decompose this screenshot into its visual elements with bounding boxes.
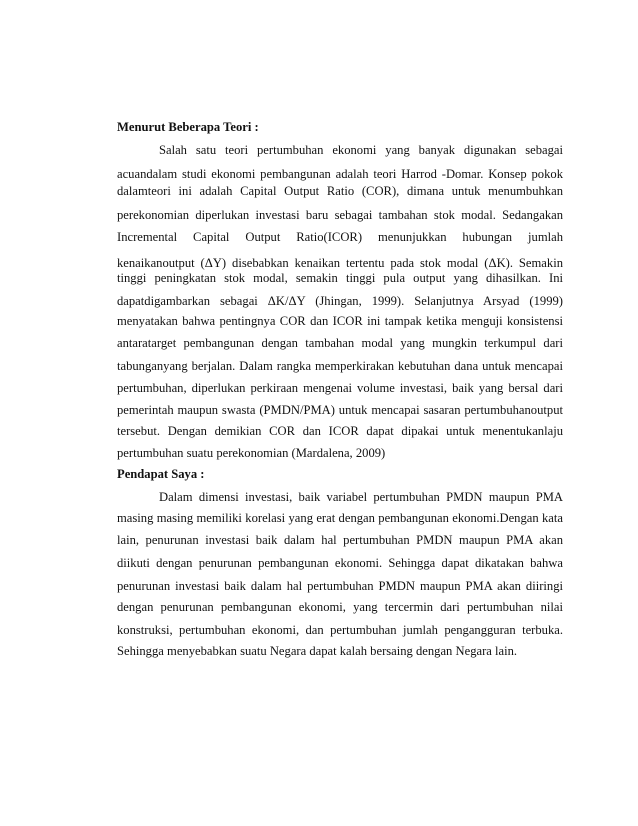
paragraph-line: pertumbuhan, diperlukan perkiraan mengenai volume investasi, baik yang bersal dari [117, 381, 563, 395]
paragraph-line: dalamteori ini adalah Capital Output Ratio (COR), dimana untuk menumbuhkan [117, 184, 563, 198]
paragraph-line: perekonomian diperlukan investasi baru sebagai tambahan stok modal. Sedangakan [117, 208, 563, 222]
section-heading-opinion: Pendapat Saya : [117, 467, 205, 481]
paragraph-line: diikuti dengan penurunan pembangunan ekonomi. Sehingga dapat dikatakan bahwa [117, 556, 563, 570]
paragraph-line: konstruksi, pertumbuhan ekonomi, dan pertumbuhan jumlah pengangguran terbuka. [117, 623, 563, 637]
paragraph-line: kenaikanoutput (ΔY) disebabkan kenaikan tertentu pada stok modal (ΔK). Semakin [117, 256, 563, 270]
paragraph-line: tersebut. Dengan demikian COR dan ICOR dapat dipakai untuk menentukanlaju [117, 424, 563, 438]
paragraph-line: tabunganyang berjalan. Dalam rangka memperkirakan kebutuhan dana untuk mencapai [117, 359, 563, 373]
paragraph-line: tinggi peningkatan stok modal, semakin tinggi pula output yang dihasilkan. Ini [117, 271, 563, 285]
paragraph-line: masing masing memiliki korelasi yang erat dengan pembangunan ekonomi.Dengan kata [117, 511, 563, 525]
paragraph-line: Incremental Capital Output Ratio(ICOR) menunjukkan hubungan jumlah [117, 230, 563, 244]
paragraph-line: lain, penurunan investasi baik dalam hal pertumbuhan PMDN maupun PMA akan [117, 533, 563, 547]
paragraph-line: menyatakan bahwa pentingnya COR dan ICOR ini tampak ketika menguji konsistensi [117, 314, 563, 328]
paragraph-line: Sehingga menyebabkan suatu Negara dapat kalah bersaing dengan Negara lain. [117, 644, 518, 658]
paragraph-line: penurunan investasi baik dalam hal pertumbuhan PMDN maupun PMA akan diiringi [117, 579, 563, 593]
paragraph-line: acuandalam studi ekonomi pembangunan adalah teori Harrod -Domar. Konsep pokok [117, 167, 563, 181]
paragraph-line: Salah satu teori pertumbuhan ekonomi yang banyak digunakan sebagai [159, 143, 563, 157]
paragraph-line: pemerintah maupun swasta (PMDN/PMA) untuk mencapai sasaran pertumbuhanoutput [117, 403, 563, 417]
section-heading-theory: Menurut Beberapa Teori : [117, 120, 259, 134]
paragraph-line: pertumbuhan suatu perekonomian (Mardalena, 2009) [117, 446, 386, 460]
paragraph-line: dengan penurunan pembangunan ekonomi, yang tercermin dari pertumbuhan nilai [117, 600, 563, 614]
paragraph-line: antaratarget pembangunan dengan tambahan modal yang mungkin terkumpul dari [117, 336, 563, 350]
paragraph-line: Dalam dimensi investasi, baik variabel pertumbuhan PMDN maupun PMA [159, 490, 563, 504]
paragraph-line: dapatdigambarkan sebagai ΔK/ΔY (Jhingan, 1999). Selanjutnya Arsyad (1999) [117, 294, 563, 308]
